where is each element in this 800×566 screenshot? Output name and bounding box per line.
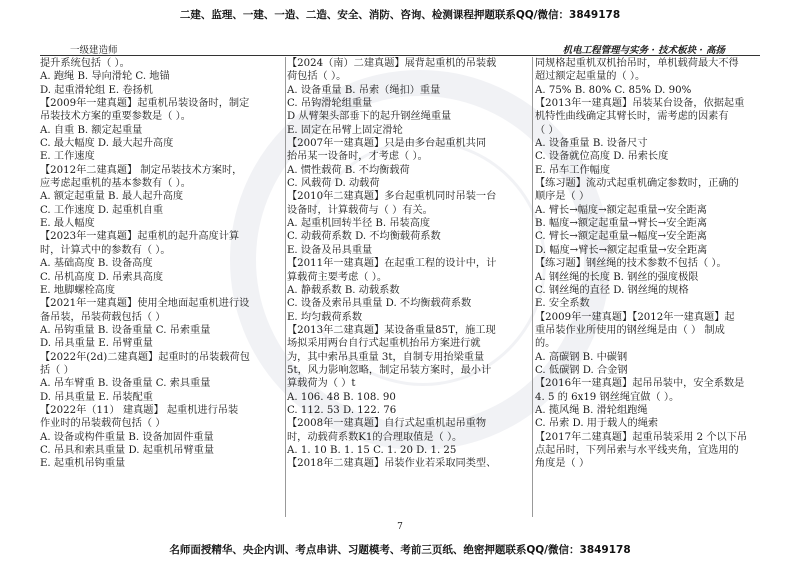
text-line: 【2022年(2d)二建真题】起重时的吊装载荷包 <box>40 351 250 363</box>
text-line: E. 起重机吊钩重量 <box>40 458 126 470</box>
text-line: A. 揽风绳 B. 滑轮组跑绳 <box>535 404 648 416</box>
text-line: C. 低碳钢 D. 合金钢 <box>535 364 628 376</box>
text-line: 括（ ） <box>40 364 74 376</box>
text-line: A. 吊车臂重 B. 设备重量 C. 索具重量 <box>40 378 211 390</box>
text-line: C. 臂长→额定起重量→幅度→安全距离 <box>535 231 707 243</box>
text-line: 【练习题】钢丝绳的技术参数不包括（ ）。 <box>535 258 727 270</box>
text-line: 重吊装作业所使用的钢丝绳是由（ ） 制成 <box>535 324 725 336</box>
text-line: A. 惯性载荷 B. 不均衡载荷 <box>287 164 410 176</box>
text-line: E. 设备及吊具重量 <box>287 244 373 256</box>
text-line: 【2010年二建真题】多台起重机同时吊装一台 <box>287 191 497 203</box>
text-line: 5t，风力影响忽略，制定吊装方案时，最小计 <box>287 364 492 376</box>
text-line: C. 设备及索吊具重量 D. 不均衡载荷系数 <box>287 298 472 310</box>
text-line: D. 吊具重量 E. 吊装配重 <box>40 391 153 403</box>
header-rule <box>40 55 760 56</box>
text-line: 机特性曲线确定其臂长时，需考虑的因素有 <box>535 111 729 123</box>
column-divider-2 <box>532 57 533 517</box>
text-line: 算载荷为（ ）t <box>287 378 356 390</box>
text-line: A. 基础高度 B. 设备高度 <box>40 258 153 270</box>
text-line: A. 设备或构件重量 B. 设备加固件重量 <box>40 431 214 443</box>
text-line: A. 跑绳 B. 导向滑轮 C. 地锚 <box>40 71 170 83</box>
column-1 <box>40 57 290 471</box>
text-line: 时，动载荷系数K1的合理取值是（ ）。 <box>287 431 463 443</box>
text-line: A. 高碳钢 B. 中碳钢 <box>535 351 628 363</box>
text-line: 【2017年二建真题】起重吊装采用 2 个以下吊 <box>535 431 748 443</box>
text-line: C. 动载荷系数 D. 不均衡载荷系数 <box>287 231 441 243</box>
text-line: 【2012年二建真题】 制定吊装技术方案时， <box>40 164 243 176</box>
text-line: C. 112. 53 D. 122. 76 <box>287 404 397 416</box>
text-line: A. 设备重量 B. 吊索（绳扣）重量 <box>287 84 441 96</box>
column-3 <box>535 57 765 471</box>
text-line: 【练习题】流动式起重机确定参数时，正确的 <box>535 178 739 190</box>
text-line: C. 吊钩滑轮组重量 <box>287 98 373 110</box>
text-line: 【2021年一建真题】使用全地面起重机进行设 <box>40 298 250 310</box>
text-line: E. 均匀载荷系数 <box>287 311 363 323</box>
text-line: 角度是（ ） <box>535 458 590 470</box>
text-line: E. 吊车工作幅度 <box>535 164 611 176</box>
text-line: C. 吊索 D. 用于载人的绳索 <box>535 418 659 430</box>
text-line: A. 吊钩重量 B. 设备重量 C. 吊索重量 <box>40 324 211 336</box>
page-number: 7 <box>397 522 403 532</box>
text-line: A. 额定起重量 B. 最人起升高度 <box>40 191 184 203</box>
text-line: 的。 <box>535 338 556 350</box>
text-line: A. 起重机回转半径 B. 吊装高度 <box>287 218 431 230</box>
text-line: E. 安全系数 <box>535 298 590 310</box>
text-line: 【2024（南）二建真题】展背起重机的吊装载 <box>287 58 497 69</box>
text-line: 抬吊某一设备时，才考虑（ ）。 <box>287 151 428 163</box>
text-line: 作业时的吊装载荷包括（ ） <box>40 418 166 430</box>
header-right: 机电工程管理与实务 · 技术板块 · 高扬 <box>562 45 725 56</box>
text-line: A. 75% B. 80% C. 85% D. 90% <box>535 84 692 96</box>
text-line: D. 吊具重量 E. 吊臂重量 <box>40 338 153 350</box>
text-line: 超过额定起重量的（ ）。 <box>535 71 646 83</box>
text-line: 荷包括（ ）。 <box>287 71 347 83</box>
text-line: 为，其中索吊具重量 3t，自制专用抬梁重量 <box>287 351 485 363</box>
text-line: E. 固定在吊臂上固定滑轮 <box>287 124 403 136</box>
text-line: 备吊装，吊装荷载包括（ ） <box>40 311 166 323</box>
text-line: A. 钢丝绳的长度 B. 钢丝的强度极限 <box>535 271 699 283</box>
text-line: D. 幅度→臂长→额定起重量→安全距离 <box>535 244 708 256</box>
text-line: 【2009年一建真题】【2012年一建真题】起 <box>535 311 735 323</box>
text-line: C. 吊机高度 D. 吊索具高度 <box>40 271 164 283</box>
text-line: A. 106. 48 B. 108. 90 <box>287 391 396 403</box>
text-line: 【2008年一建真题】自行式起重机起吊重物 <box>287 418 487 430</box>
text-line: （ ） <box>535 124 559 136</box>
text-line: C. 最大幅度 D. 最大起升高度 <box>40 138 174 150</box>
text-line: 点起吊时，下列吊索与水平线夹角，宜选用的 <box>535 444 739 456</box>
text-line: 【2022年（11） 建真题】 起重机进行吊装 <box>40 404 239 416</box>
top-banner: 二建、监理、一建、一造、二造、安全、消防、咨询、检测课程押题联系QQ/微信：3849178 <box>179 9 621 21</box>
header-left: 一级建造师 <box>70 45 118 56</box>
text-line: 【2009年一建真题】起重机吊装设备时，制定 <box>40 98 250 110</box>
text-line: 【2011年一建真题】在起重工程的设计中，计 <box>287 258 497 270</box>
text-line: 4. 5 的 6x19 钢丝绳宜做（ ）。 <box>535 391 680 403</box>
text-line: C. 设备就位高度 D. 吊索长度 <box>535 151 669 163</box>
text-line: A. 自重 B. 额定起重量 <box>40 124 143 136</box>
text-line: 吊装技术方案的重要参数是（ ）。 <box>40 111 191 123</box>
text-line: A. 1. 10 B. 1. 15 C. 1. 20 D. 1. 25 <box>287 444 457 456</box>
text-line: 【2018年二建真题】吊装作业若采取同类型、 <box>287 458 497 470</box>
text-line: 时，计算式中的参数有（ ）。 <box>40 244 171 256</box>
text-line: 提升系统包括（ ）。 <box>40 58 130 69</box>
text-line: A. 静载系数 B. 动载系数 <box>287 284 400 296</box>
text-line: E. 最人幅度 <box>40 218 95 230</box>
text-line: E. 地脚螺栓高度 <box>40 284 116 296</box>
text-line: A. 臂长→幅度→额定起重量→安全距离 <box>535 204 707 216</box>
text-line: 算载荷主要考虑（ ）。 <box>287 271 388 283</box>
text-line: E. 工作速度 <box>40 151 95 163</box>
text-line: B. 幅度→额定起重量→臂长→安全距离 <box>535 218 708 230</box>
text-line: C. 工作速度 D. 起重机自重 <box>40 204 164 216</box>
text-line: 【2013年一建真题】吊装某台设备，依据起重 <box>535 98 745 110</box>
text-line: 【2016年一建真题】起吊吊装中，安全系数是 <box>535 378 745 390</box>
text-line: 【2013年二建真题】某设备重量85T，施工现 <box>287 324 496 336</box>
text-line: 【2007年一建真题】只是由多台起重机共同 <box>287 138 487 150</box>
text-line: 顺序是（ ） <box>535 191 590 203</box>
text-line: 设备时，计算载荷与（ ）有关。 <box>287 204 433 216</box>
text-line: 应考虑起重机的基本参数有（ ）。 <box>40 178 191 190</box>
column-2 <box>287 57 537 471</box>
bottom-banner: 名师面授精华、央企内训、考点串讲、习题模考、考前三页纸、绝密押题联系QQ/微信：3849178 <box>169 544 631 556</box>
text-line: D 从臂架头部垂下的起升钢丝绳重量 <box>287 111 452 123</box>
text-line: 同规格起重机双机抬吊时，单机载荷最大不得 <box>535 58 739 69</box>
column-divider-1 <box>285 57 286 517</box>
text-line: C. 钢丝绳的直径 D. 钢丝绳的规格 <box>535 284 689 296</box>
text-line: D. 起重滑轮组 E. 卷扬机 <box>40 84 153 96</box>
text-line: A. 设备重量 B. 设备尺寸 <box>535 138 648 150</box>
text-line: C. 吊具和索具重量 D. 起重机吊臂重量 <box>40 444 215 456</box>
text-line: 场拟采用两台自行式起重机抬吊方案进行就 <box>287 338 481 350</box>
text-line: C. 风载荷 D. 动载荷 <box>287 178 380 190</box>
text-line: 【2023年一建真题】起重机的起升高度计算 <box>40 231 240 243</box>
